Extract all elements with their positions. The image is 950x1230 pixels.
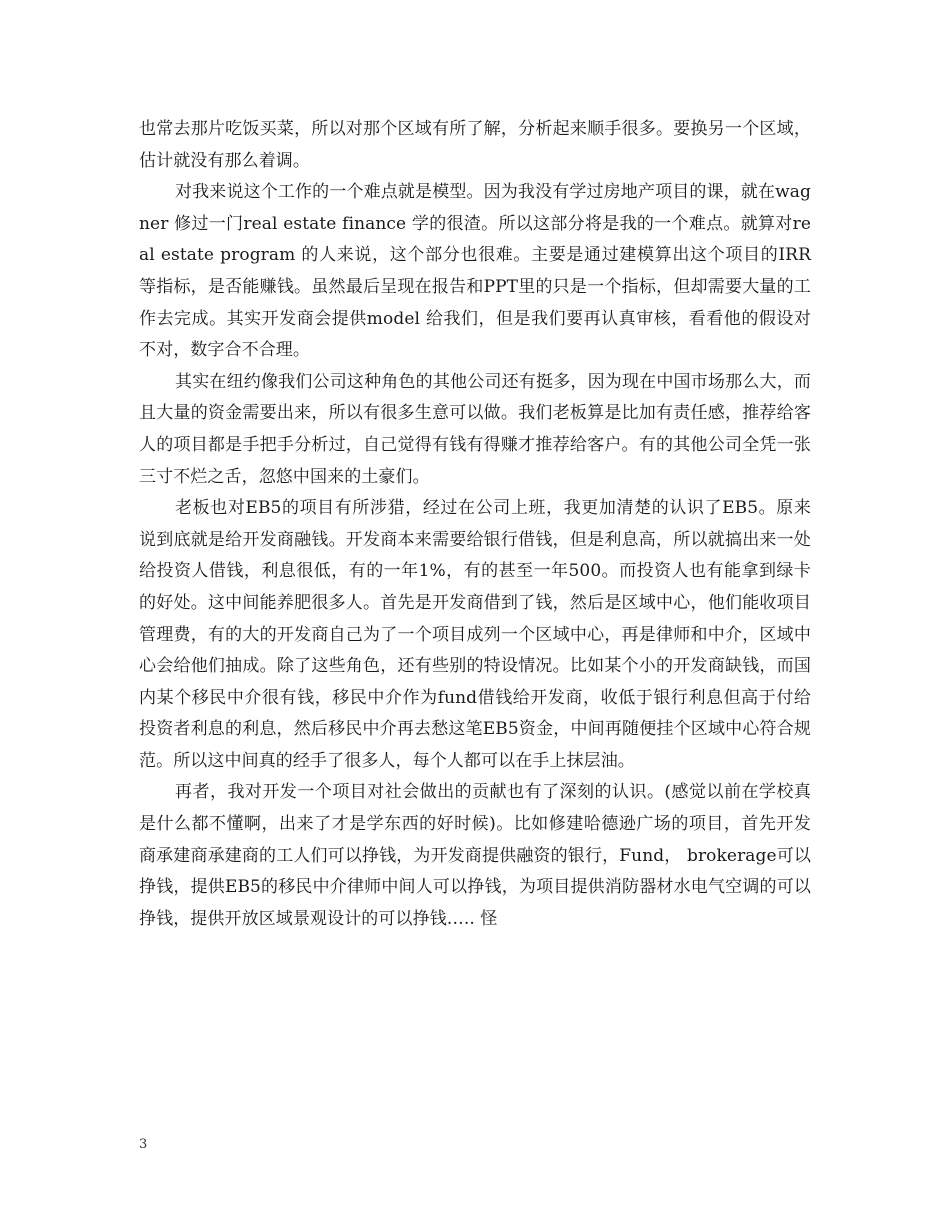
paragraph-4: 老板也对EB5的项目有所涉猎，经过在公司上班，我更加清楚的认识了EB5。原来说到底就是给开发商融钱。开发商本来需要给银行借钱，但是利息高，所以就搞出来一处给投资人借钱，利息很低，有的一年1%，有的甚至一年500。而投资人也有能拿到绿卡的好处。这中间能养肥很多人。首先是开发商借到了钱，然后是区域中心，他们能收项目管理费，有的大的开发商自己为了一个项目成列一个区域中心，再是律师和中介，区域中心会给他们抽成。除了这些角色，还有些别的特设情况。比如某个小的开发商缺钱，而国内某个移民中介很有钱，移民中介作为fund借钱给开发商，收低于银行利息但高于付给投资者利息的利息，然后移民中介再去愁这笔EB5资金，中间再随便挂个区域中心符合规范。所以这中间真的经手了很多人，每个人都可以在手上抹层油。 bbox=[139, 498, 811, 771]
paragraph-3: 其实在纽约像我们公司这种角色的其他公司还有挺多，因为现在中国市场那么大，而且大量的资金需要出来，所以有很多生意可以做。我们老板算是比加有责任感，推荐给客人的项目都是手把手分析过，自己觉得有钱有得赚才推荐给客户。有的其他公司全凭一张三寸不烂之舌，忽悠中国来的土豪们。 bbox=[139, 371, 811, 487]
body-text bbox=[139, 114, 811, 935]
page-number: 3 bbox=[139, 1137, 148, 1152]
paragraph-1: 也常去那片吃饭买菜，所以对那个区域有所了解，分析起来顺手很多。要换另一个区域，估计就没有那么着调。 bbox=[139, 119, 811, 171]
paragraph-5: 再者，我对开发一个项目对社会做出的贡献也有了深刻的认识。(感觉以前在学校真是什么都不懂啊，出来了才是学东西的好时候)。比如修建哈德逊广场的项目，首先开发商承建商承建商的工人们可以挣钱，为开发商提供融资的银行，Fund， brokerage可以挣钱，提供EB5的移民中介律师中间人可以挣钱，为项目提供消防器材水电气空调的可以挣钱，提供开放区域景观设计的可以挣钱….. 怪 bbox=[139, 782, 811, 929]
paragraph-2: 对我来说这个工作的一个难点就是模型。因为我没有学过房地产项目的课，就在wagner 修过一门real estate finance 学的很渣。所以这部分将是我的一个难点。就算对real estate program 的人来说，这个部分也很难。主要是通过建模算出这个项目的IRR等指标，是否能赚钱。虽然最后呈现在报告和PPT里的只是一个指标，但却需要大量的工作去完成。其实开发商会提供model 给我们，但是我们要再认真审核，看看他的假设对不对，数字合不合理。 bbox=[139, 182, 811, 361]
